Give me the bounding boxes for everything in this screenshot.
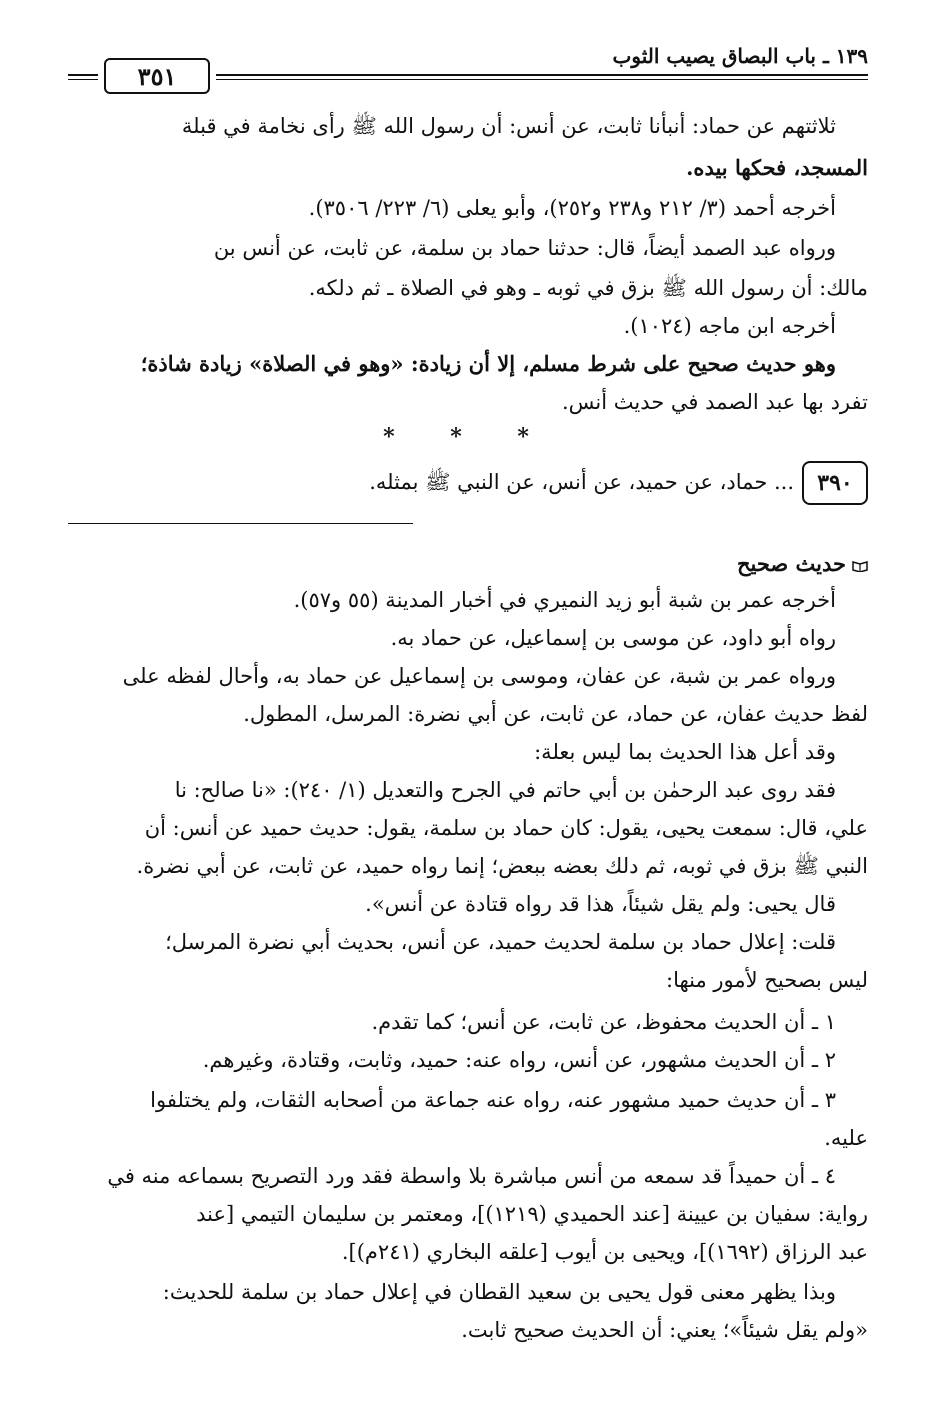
text-line: وهو حديث صحيح على شرط مسلم، إلا أن زيادة: «وهو في الصلاة» زيادة شاذة؛ — [140, 351, 836, 376]
page-header — [68, 40, 868, 92]
list-item: ٢ ـ أن الحديث مشهور، عن أنس، رواه عنه: حميد، وثابت، وقتادة، وغيرهم. — [202, 1048, 836, 1072]
hadith-entry — [68, 459, 868, 505]
text-line: ثلاثتهم عن حماد: أنبأنا ثابت، عن أنس: أن رسول الله ﷺ رأى نخامة في قبلة — [181, 114, 836, 138]
chapter-title: ١٣٩ ـ باب البصاق يصيب الثوب — [612, 44, 868, 68]
text-line: فقد روى عبد الرحمٰن بن أبي حاتم في الجرح والتعديل (١/ ٢٤٠): «نا صالح: نا — [174, 778, 836, 802]
text-line: لفظ حديث عفان، عن حماد، عن ثابت، عن أبي نضرة: المرسل، المطول. — [243, 702, 868, 726]
text-line: النبي ﷺ بزق في ثوبه، ثم دلك بعضه ببعض؛ إنما رواه حميد، عن ثابت، عن أبي نضرة. — [136, 854, 868, 878]
section-heading-text: حديث صحيح — [736, 551, 846, 576]
text-line: قال يحيى: ولم يقل شيئاً، هذا قد رواه قتادة عن أنس». — [365, 892, 836, 916]
hadith-text: ... حماد، عن حميد، عن أنس، عن النبي ﷺ بمثله. — [369, 470, 794, 494]
list-item: ١ ـ أن الحديث محفوظ، عن ثابت، عن أنس؛ كما تقدم. — [371, 1010, 836, 1034]
text-line: علي، قال: سمعت يحيى، يقول: كان حماد بن سلمة، يقول: حديث حميد عن أنس: أن — [144, 816, 868, 840]
page-number: ٣٥١ — [137, 61, 177, 91]
text-line: مالك: أن رسول الله ﷺ بزق في ثوبه ـ وهو في الصلاة ـ ثم دلكه. — [308, 276, 868, 300]
list-item: ٣ ـ أن حديث حميد مشهور عنه، رواه عنه جماعة من أصحابه الثقات، ولم يختلفوا — [150, 1088, 836, 1112]
text-line: قلت: إعلال حماد بن سلمة لحديث حميد، عن أنس، بحديث أبي نضرة المرسل؛ — [165, 930, 836, 954]
section-stars: * * * — [383, 424, 553, 450]
footnote-separator — [68, 523, 413, 524]
text-line: رواية: سفيان بن عيينة [عند الحميدي (١٢١٩)]، ومعتمر بن سليمان التيمي [عند — [196, 1202, 868, 1226]
hadith-number-badge: ٣٩٠ — [802, 461, 868, 505]
text-line: أخرجه أحمد (٣/ ٢١٢ و٢٣٨ و٢٥٢)، وأبو يعلى (٦/ ٢٢٣/ ٣٥٠٦). — [308, 196, 836, 220]
text-line: رواه أبو داود، عن موسى بن إسماعيل، عن حماد به. — [390, 626, 836, 650]
page-number-badge — [98, 55, 216, 97]
list-item: ٤ ـ أن حميداً قد سمعه من أنس مباشرة بلا واسطة فقد ورد التصريح بسماعه منه في — [107, 1164, 836, 1188]
text-line: تفرد بها عبد الصمد في حديث أنس. — [561, 390, 868, 414]
book-page — [68, 0, 868, 1409]
text-line: «ولم يقل شيئاً»؛ يعني: أن الحديث صحيح ثابت. — [461, 1318, 868, 1342]
text-line: وبذا يظهر معنى قول يحيى بن سعيد القطان في إعلال حماد بن سلمة للحديث: — [162, 1280, 836, 1304]
text-line: ورواه عمر بن شبة، عن عفان، وموسى بن إسماعيل عن حماد به، وأحال لفظه على — [122, 664, 836, 688]
text-line: عبد الرزاق (١٦٩٢)]، ويحيى بن أيوب [علقه البخاري (٢٤١م)]. — [341, 1240, 868, 1264]
text-line: ورواه عبد الصمد أيضاً، قال: حدثنا حماد بن سلمة، عن ثابت، عن أنس بن — [213, 236, 836, 260]
text-line: المسجد، فحكها بيده. — [686, 155, 868, 180]
text-line: عليه. — [824, 1126, 868, 1150]
text-line: وقد أعل هذا الحديث بما ليس بعلة: — [534, 740, 836, 764]
text-line: أخرجه عمر بن شبة أبو زيد النميري في أخبار المدينة (٥٥ و٥٧). — [293, 588, 836, 612]
text-line: ليس بصحيح لأمور منها: — [666, 968, 868, 992]
book-icon — [852, 560, 868, 572]
text-line: أخرجه ابن ماجه (١٠٢٤). — [623, 314, 836, 338]
section-heading — [737, 545, 868, 583]
